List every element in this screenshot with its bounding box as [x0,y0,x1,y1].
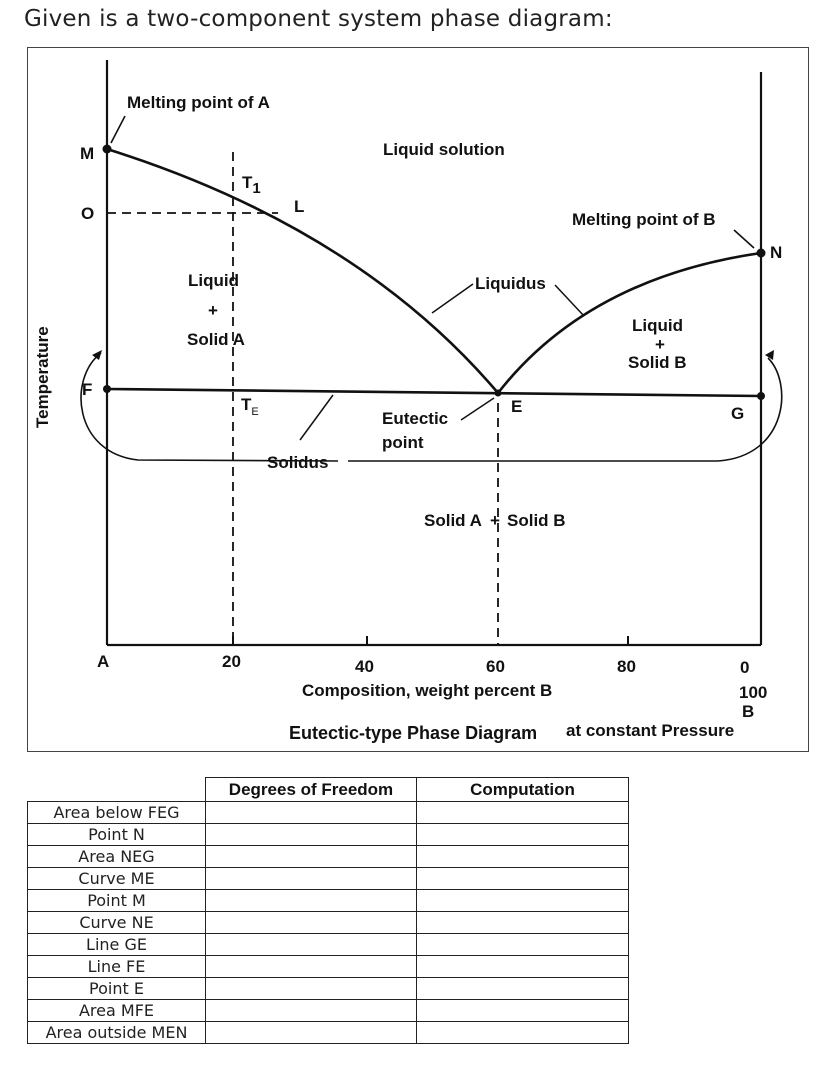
row-label: Curve NE [28,912,206,934]
table-row [28,978,629,1000]
row-label: Area MFE [28,1000,206,1022]
label-liquid-b-1: Liquid [632,316,683,335]
computation-cell[interactable] [417,1022,629,1044]
label-eutectic-1: Eutectic [382,409,449,428]
label-liquid-a-1: Liquid [188,271,239,290]
table-row [28,868,629,890]
row-label: Curve ME [28,868,206,890]
computation-cell[interactable] [417,978,629,1000]
label-solid-a: Solid A [424,511,482,530]
tick-label-a: A [97,652,110,671]
row-label: Area NEG [28,846,206,868]
table-row [28,802,629,824]
table-header-row [28,778,629,802]
computation-cell[interactable] [417,802,629,824]
table-header-blank [28,778,206,802]
degrees-of-freedom-cell[interactable] [206,846,417,868]
solidus-bracket-left [81,353,338,461]
label-liquid-b-2: + [655,335,665,354]
point-n-marker [757,249,766,258]
degrees-of-freedom-cell[interactable] [206,802,417,824]
computation-cell[interactable] [417,868,629,890]
table-row [28,1022,629,1044]
label-n: N [770,243,783,262]
computation-cell[interactable] [417,824,629,846]
label-e: E [511,397,523,416]
arrow-melting-b [734,230,754,248]
phase-diagram-frame [27,47,809,752]
arrow-solidus [300,395,333,440]
degrees-of-freedom-cell[interactable] [206,890,417,912]
label-g: G [731,404,745,423]
label-solid-plus: + [490,511,500,530]
tick-label-100: 100 [739,683,768,702]
row-label: Area below FEG [28,802,206,824]
row-label: Point N [28,824,206,846]
computation-cell[interactable] [417,890,629,912]
row-label: Line GE [28,934,206,956]
arrow-eutectic [461,398,494,420]
table-row [28,846,629,868]
computation-cell[interactable] [417,1000,629,1022]
tick-label-20: 20 [222,652,241,671]
tick-label-40: 40 [355,657,374,676]
arrow-melting-a [111,116,125,143]
table-row [28,824,629,846]
computation-cell[interactable] [417,934,629,956]
tick-label-b: B [742,702,755,721]
label-t1: T1 [242,173,261,197]
label-m: M [80,144,95,163]
tick-label-60: 60 [486,657,505,676]
label-liquidus: Liquidus [475,274,546,293]
label-liquid-b-3: Solid B [628,353,687,372]
table-row [28,912,629,934]
bracket-arrow-left [92,350,102,360]
computation-cell[interactable] [417,956,629,978]
point-m-marker [103,145,112,154]
computation-cell[interactable] [417,912,629,934]
degrees-of-freedom-cell[interactable] [206,868,417,890]
label-o: O [81,204,95,223]
arrow-liquidus-left [432,284,473,313]
degrees-of-freedom-cell[interactable] [206,824,417,846]
row-label: Point M [28,890,206,912]
label-melting-point-a: Melting point of A [127,93,270,112]
label-solid-b: Solid B [507,511,566,530]
row-label: Point E [28,978,206,1000]
degrees-of-freedom-cell[interactable] [206,1000,417,1022]
table-row [28,890,629,912]
degrees-of-freedom-cell[interactable] [206,978,417,1000]
header-computation: Computation [417,778,629,802]
tick-label-80: 80 [617,657,636,676]
tick-label-0: 0 [740,658,750,677]
label-liquid-a-3: Solid A [187,330,245,349]
arrow-liquidus-right [555,285,584,316]
caption-main: Eutectic-type Phase Diagram [289,723,538,743]
table-row [28,934,629,956]
degrees-of-freedom-cell[interactable] [206,1022,417,1044]
caption-suffix: at constant Pressure [566,721,735,740]
label-solidus: Solidus [267,453,329,472]
point-f-marker [103,385,111,393]
degrees-of-freedom-cell[interactable] [206,934,417,956]
phase-diagram [28,48,808,751]
label-l: L [294,197,305,216]
liquidus-curve-me [107,149,498,393]
row-label: Area outside MEN [28,1022,206,1044]
x-axis-label: Composition, weight percent B [302,681,553,700]
label-liquid-a-2: + [208,301,218,320]
label-te: $T_E$ [241,395,259,418]
header-degrees-of-freedom: Degrees of Freedom [206,778,417,802]
degrees-of-freedom-cell[interactable] [206,912,417,934]
point-g-marker [757,392,765,400]
answer-table [27,777,629,1044]
table-row [28,1000,629,1022]
y-axis-label: Temperature [33,326,52,428]
row-label: Line FE [28,956,206,978]
label-melting-point-b: Melting point of B [572,210,716,229]
label-liquid-solution: Liquid solution [383,140,505,159]
computation-cell[interactable] [417,846,629,868]
page-heading: Given is a two-component system phase diagram: [24,6,613,32]
degrees-of-freedom-cell[interactable] [206,956,417,978]
solidus-line-feg [107,389,761,396]
label-eutectic-2: point [382,433,424,452]
point-e-marker [495,390,502,397]
table-row [28,956,629,978]
label-f: F [82,380,93,399]
